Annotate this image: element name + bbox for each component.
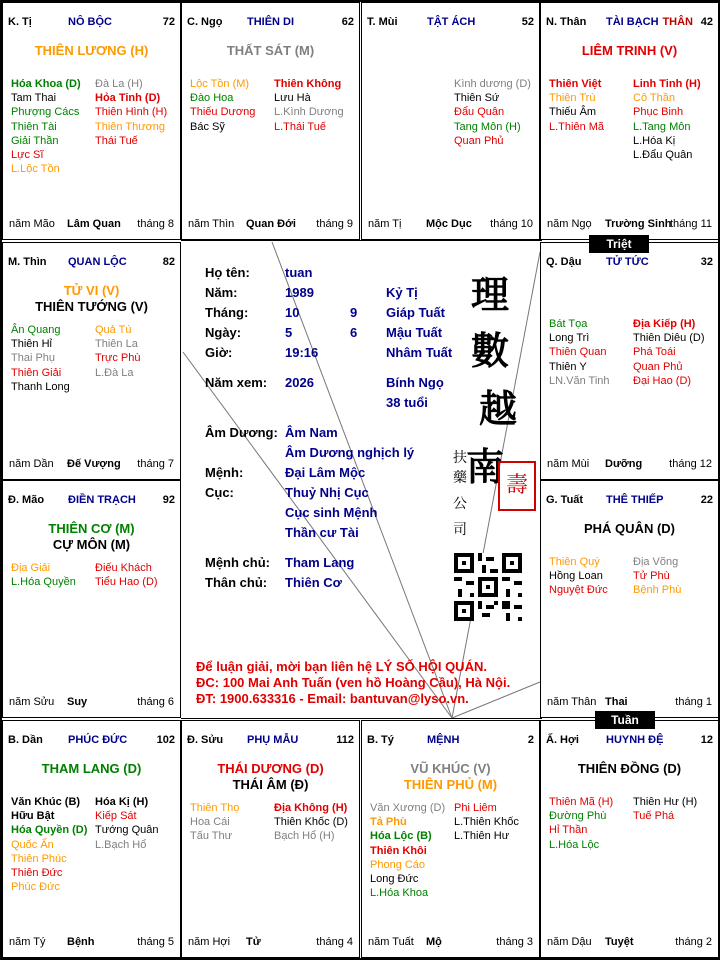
right-star-list [454, 77, 531, 148]
palace-name: PHÚC ĐỨC [68, 734, 128, 746]
main-star: VŨ KHÚC (V) [410, 761, 491, 776]
minor-star: Thiên Giải [11, 366, 62, 379]
minor-star: L.Hóa Kị [633, 134, 676, 147]
minor-star: Quả Tú [95, 324, 132, 336]
left-star-list [11, 795, 87, 894]
palace-month: tháng 1 [675, 696, 712, 708]
palace-name: ĐIỀN TRẠCH [68, 494, 136, 506]
minor-star: Thái Tuế [95, 134, 138, 147]
minor-star: L.Đà La [95, 366, 134, 379]
palace-age: 42 [700, 16, 713, 28]
minor-star: Trực Phù [95, 352, 141, 365]
center-info-panel [181, 240, 542, 719]
minor-star: L.Bạch Hổ [95, 838, 147, 851]
minor-star: Thiên Phúc [11, 852, 67, 865]
minor-star: Phượng Cács [11, 106, 80, 119]
palace-name: THÊ THIẾP [606, 494, 664, 506]
month-can: Giáp Tuất [386, 305, 445, 320]
palace-branch: T. Mùi [367, 16, 398, 28]
palace-branch: G. Tuất [546, 494, 584, 506]
palace-stage: Quan Đới [246, 218, 296, 230]
tuan-badge: Tuần [595, 711, 655, 729]
hour-value: 19:16 [285, 345, 319, 360]
year-value: 1989 [285, 285, 314, 300]
palace-stage: Tuyệt [605, 936, 634, 948]
right-star-list [95, 561, 158, 589]
minor-star: Thiên La [95, 338, 138, 351]
minor-star: Thiên Đức [11, 867, 63, 880]
palace-age: 102 [156, 734, 175, 746]
palace-footer [9, 458, 174, 472]
calligraphy-char-4: 南 [466, 444, 505, 489]
minor-star: Thiếu Âm [549, 106, 597, 119]
palace-stage: Đế Vượng [67, 458, 121, 470]
minor-star: Tướng Quân [95, 824, 159, 837]
palace-ti[interactable] [361, 720, 540, 958]
palace-month: tháng 7 [137, 458, 174, 470]
palace-branch: C. Ngọ [187, 16, 223, 28]
cuc-note-2: Thần cư Tài [285, 525, 359, 540]
minor-star: Nguyệt Đức [549, 584, 608, 597]
minor-star: Địa Không (H) [274, 802, 348, 814]
minor-star: Thiên Hỉ [11, 338, 52, 351]
minor-star: Đà La (H) [95, 78, 143, 90]
minor-star: Thiên Thọ [190, 802, 240, 814]
minor-star: Phúc Đức [11, 881, 60, 894]
palace-year: năm Sửu [9, 696, 55, 708]
calligraphy-char-2: 數 [471, 328, 510, 373]
main-star: THIÊN PHỦ (M) [403, 777, 498, 792]
cuc-value: Thuỷ Nhị Cục [285, 485, 369, 500]
left-star-list [11, 77, 81, 176]
palace-year: năm Hợi [188, 936, 231, 948]
palace-year: năm Thân [547, 696, 597, 708]
cuc-note-1: Cục sinh Mệnh [285, 505, 378, 520]
minor-star: L.Hóa Khoa [370, 887, 429, 900]
palace-footer [188, 218, 353, 232]
palace-stage: Bệnh [67, 936, 95, 948]
cuc-label: Cục: [205, 485, 234, 500]
day-can: Mậu Tuất [386, 325, 443, 340]
palace-month: tháng 12 [669, 458, 712, 470]
palace-footer [9, 218, 174, 232]
palace-age: 82 [162, 256, 175, 268]
minor-star: Tử Phù [633, 570, 670, 583]
palace-header [8, 256, 175, 270]
minor-star: L.Thiên Hư [454, 830, 510, 843]
palace-footer [547, 458, 712, 472]
minor-star: Thiên Không [274, 78, 342, 90]
palace-stage: Mộc Dục [426, 218, 472, 230]
palace-stage: Mộ [426, 936, 442, 948]
year-can: Kỷ Tị [386, 285, 418, 300]
palace-month: tháng 4 [316, 936, 353, 948]
palace-ty[interactable] [2, 2, 181, 240]
palace-name: HUYNH ĐỆ [606, 734, 664, 746]
small-callig-4: 司 [453, 522, 467, 538]
left-star-list [370, 801, 445, 900]
minor-star: Thiên Y [549, 360, 587, 373]
minor-star: L.Hóa Lộc [549, 838, 600, 851]
minor-star: Tam Thai [11, 92, 57, 105]
palace-name: TỬ TỨC [606, 256, 649, 268]
palace-age: 2 [527, 734, 534, 746]
minor-star: Bệnh Phù [633, 584, 682, 597]
minor-star: Kiếp Sát [95, 810, 137, 823]
hour-label: Giờ: [205, 345, 233, 360]
palace-year: năm Mão [9, 218, 55, 230]
palace-month: tháng 9 [316, 218, 353, 230]
contact-line-1: Để luận giải, mời bạn liên hệ LÝ SỐ HỘI QUÁN. [196, 659, 487, 674]
minor-star: Ân Quang [11, 324, 61, 336]
main-star: THIÊN ĐỒNG (D) [577, 761, 682, 776]
minor-star: L.Thái Tuế [274, 120, 326, 133]
minor-star: Kình dương (D) [454, 78, 531, 90]
palace-branch: Ấ. Hợi [546, 734, 579, 746]
minor-star: Bạch Hổ (H) [274, 830, 335, 843]
minor-star: Long Trì [549, 332, 590, 345]
palace-header [8, 16, 175, 30]
minor-star: Hóa Kị (H) [95, 796, 149, 808]
menh-chu-label: Mệnh chủ: [205, 555, 270, 570]
minor-star: L.Thiên Khốc [454, 816, 519, 829]
day-label: Ngày: [205, 325, 242, 340]
palace-footer [188, 936, 353, 950]
left-star-list [549, 317, 610, 388]
right-star-list [633, 317, 705, 388]
minor-star: Thiên Hình (H) [95, 106, 168, 119]
main-star: THÁI DƯƠNG (D) [217, 761, 324, 776]
than-chu-value: Thiên Cơ [285, 575, 342, 590]
minor-star: Thiên Việt [549, 78, 602, 90]
minor-star: Địa Giải [11, 562, 51, 574]
palace-year: năm Tý [9, 936, 46, 948]
main-star: THIÊN TƯỚNG (V) [35, 299, 148, 314]
palace-header [187, 16, 354, 30]
minor-star: Tang Môn (H) [454, 120, 521, 133]
palace-tuat[interactable] [540, 480, 719, 718]
day-value-lunar: 6 [350, 325, 358, 340]
palace-footer [368, 936, 533, 950]
minor-star: Hữu Bật [11, 810, 55, 823]
palace-name: TẬT ÁCH [427, 16, 476, 28]
palace-stage: Trường Sinh [605, 218, 672, 230]
left-star-list [190, 801, 239, 844]
minor-star: Thiên Khôi [370, 844, 427, 857]
palace-age: 12 [700, 734, 713, 746]
minor-star: L.Kình Dương [274, 106, 344, 119]
right-star-list [274, 77, 344, 134]
palace-ngo[interactable] [181, 2, 360, 240]
main-star: THÁI ÂM (Đ) [232, 777, 309, 792]
minor-star: Tiểu Hao (D) [95, 576, 158, 589]
contact-line-2: ĐC: 100 Mai Anh Tuấn (ven hồ Hoàng Cầu), Hà Nội. [196, 675, 511, 690]
triet-badge: Triệt [589, 235, 649, 253]
minor-star: Thiên Mã (H) [549, 796, 614, 808]
palace-stage: Tử [246, 936, 261, 948]
palace-branch: Đ. Sửu [187, 734, 224, 746]
main-star: LIÊM TRINH (V) [581, 43, 678, 58]
minor-star: L.Thiên Mã [549, 120, 605, 133]
minor-star: Phục Binh [633, 106, 684, 119]
palace-header [546, 16, 713, 30]
minor-star: Lưu Hà [274, 92, 311, 105]
minor-star: Địa Võng [633, 556, 679, 568]
palace-age: 32 [700, 256, 713, 268]
palace-branch: Đ. Mão [8, 494, 45, 506]
minor-star: Thai Phụ [11, 352, 56, 365]
left-star-list [549, 795, 613, 852]
right-star-list [95, 795, 159, 852]
palace-month: tháng 11 [669, 218, 712, 230]
palace-stage: Lâm Quan [67, 218, 121, 230]
minor-star: Văn Khúc (B) [11, 796, 81, 808]
palace-footer [547, 696, 712, 710]
minor-star: Thiên Tài [11, 120, 57, 133]
minor-star: Phong Cáo [370, 858, 426, 871]
main-star: THẤT SÁT (M) [226, 43, 315, 58]
palace-header [8, 734, 175, 748]
palace-year: năm Tuất [368, 936, 414, 948]
palace-month: tháng 8 [137, 218, 174, 230]
right-star-list [95, 77, 167, 148]
palace-name: PHỤ MẪU [247, 734, 299, 746]
palace-year: năm Mùi [547, 458, 590, 470]
than-chu-label: Thân chủ: [205, 575, 268, 590]
minor-star: Cô Thần [633, 92, 675, 105]
minor-star: Tấu Thư [190, 830, 233, 843]
palace-suu[interactable] [181, 720, 360, 958]
palace-mui[interactable] [361, 2, 540, 240]
palace-branch: M. Thìn [8, 256, 47, 268]
palace-name: MỆNH [427, 734, 460, 746]
minor-star: Thiên Diêu (D) [633, 332, 705, 345]
palace-header [546, 734, 713, 748]
minor-star: LN.Văn Tinh [549, 374, 610, 387]
palace-stage: Suy [67, 696, 88, 708]
minor-star: Điếu Khách [95, 562, 152, 574]
minor-star: Đào Hoa [190, 92, 234, 105]
palace-branch: K. Tị [8, 16, 32, 28]
right-star-list [633, 555, 681, 598]
amduong-note: Âm Dương nghịch lý [285, 445, 415, 460]
palace-header [8, 494, 175, 508]
minor-star: Giải Thần [11, 134, 59, 147]
minor-star: Hỉ Thần [549, 824, 588, 837]
palace-name: TÀI BẠCH [606, 16, 659, 28]
palace-age: 92 [162, 494, 175, 506]
name-value: tuan [285, 265, 313, 280]
minor-star: Thiên Trù [549, 92, 596, 105]
minor-star: Hóa Khoa (D) [11, 78, 81, 90]
palace-branch: Q. Dậu [546, 256, 582, 268]
minor-star: L.Đẩu Quân [633, 149, 693, 162]
palace-dau[interactable] [540, 242, 719, 480]
minor-star: L.Lộc Tồn [11, 163, 60, 176]
minor-star: Phá Toái [633, 346, 676, 359]
amduong-value: Âm Nam [285, 425, 338, 440]
main-star: PHÁ QUÂN (D) [584, 521, 675, 536]
palace-footer [368, 218, 533, 232]
minor-star: Hồng Loan [549, 570, 603, 583]
minor-star: Long Đức [370, 873, 419, 886]
minor-star: Đại Hao (D) [633, 374, 692, 387]
palace-month: tháng 10 [490, 218, 533, 230]
palace-year: năm Thìn [188, 218, 235, 230]
calligraphy-char-3: 越 [479, 386, 518, 431]
minor-star: Linh Tinh (H) [633, 78, 701, 90]
year-label: Năm: [205, 285, 238, 300]
view-year-can: Bính Ngọ [386, 375, 444, 390]
palace-age: 52 [521, 16, 534, 28]
palace-header [187, 734, 354, 748]
palace-month: tháng 3 [496, 936, 533, 948]
palace-age: 112 [336, 734, 354, 746]
qr-code-icon[interactable] [454, 553, 522, 621]
palace-stage: Dưỡng [605, 458, 643, 470]
minor-star: Bát Tọa [549, 318, 588, 330]
minor-star: Hỏa Tinh (D) [95, 92, 161, 105]
minor-star: Văn Xương (D) [370, 802, 446, 814]
palace-header [367, 734, 534, 748]
palace-footer [547, 218, 712, 232]
calligraphy-char-1: 理 [471, 272, 510, 317]
palace-month: tháng 5 [137, 936, 174, 948]
main-star: CỰ MÔN (M) [52, 537, 131, 552]
minor-star: Địa Kiếp (H) [633, 318, 696, 330]
minor-star: Thiên Khốc (D) [274, 816, 348, 829]
palace-name: QUAN LỘC [68, 256, 127, 268]
menh-value: Đại Lâm Mộc [285, 465, 366, 480]
month-value: 10 [285, 305, 300, 320]
minor-star: Quan Phủ [454, 134, 504, 147]
palace-branch: B. Dần [8, 734, 43, 746]
minor-star: Lực Sĩ [11, 149, 44, 162]
palace-header [546, 494, 713, 508]
palace-name: THIÊN DI [247, 16, 295, 28]
minor-star: Thiên Thương [95, 120, 166, 133]
palace-year: năm Tị [368, 218, 402, 230]
name-label: Họ tên: [205, 265, 250, 280]
minor-star: Hóa Quyền (D) [11, 824, 88, 837]
contact-info [196, 659, 510, 707]
small-callig-2: 藥 [453, 470, 467, 486]
minor-star: Thiên Sứ [454, 92, 500, 105]
palace-dan[interactable] [2, 720, 181, 958]
palace-mao[interactable] [2, 480, 181, 718]
menh-chu-value: Tham Lang [285, 555, 355, 570]
small-callig-3: 公 [453, 496, 467, 512]
main-star: THIÊN CƠ (M) [48, 521, 135, 536]
left-star-list [11, 561, 76, 589]
left-star-list [549, 77, 604, 134]
main-star: TỬ VI (V) [63, 283, 120, 298]
minor-star: L.Hóa Quyền [11, 576, 76, 589]
minor-star: Thiên Quan [549, 346, 607, 359]
minor-star: Thanh Long [11, 380, 70, 393]
minor-star: Thiên Quý [549, 556, 600, 568]
minor-star: Lộc Tồn (M) [190, 78, 250, 90]
minor-star: Tuế Phá [633, 810, 675, 823]
minor-star: Đường Phù [549, 810, 607, 823]
day-value: 5 [285, 325, 293, 340]
minor-star: Hoa Cái [190, 816, 230, 829]
palace-footer [9, 696, 174, 710]
minor-star: Bác Sỹ [190, 120, 225, 133]
than-marker: THÂN [662, 16, 693, 28]
palace-footer [547, 936, 712, 950]
left-star-list [549, 555, 608, 598]
palace-year: năm Dậu [547, 936, 592, 948]
right-star-list [274, 801, 348, 844]
red-seal-stamp: 壽 [498, 461, 536, 511]
right-star-list [454, 801, 519, 844]
minor-star: Thiên Hư (H) [633, 796, 698, 808]
hour-can: Nhâm Tuất [386, 345, 453, 360]
minor-star: Quan Phủ [633, 360, 683, 373]
palace-hoi[interactable] [540, 720, 719, 958]
palace-thin[interactable] [2, 242, 181, 480]
palace-year: năm Dần [9, 458, 54, 470]
minor-star: Hóa Lộc (B) [370, 830, 432, 843]
minor-star: Đẩu Quân [454, 106, 505, 119]
palace-age: 22 [700, 494, 713, 506]
age-value: 38 tuổi [386, 395, 428, 410]
palace-stage: Thai [605, 696, 628, 708]
right-star-list [95, 323, 140, 380]
right-star-list [633, 77, 701, 162]
contact-line-3[interactable]: ĐT: 1900.633316 - Email: bantuvan@lyso.vn. [196, 691, 469, 706]
minor-star: Phi Liêm [454, 802, 497, 814]
month-label: Tháng: [205, 305, 249, 320]
month-value-lunar: 9 [350, 305, 358, 320]
palace-month: tháng 2 [675, 936, 712, 948]
left-star-list [190, 77, 255, 134]
palace-than[interactable] [540, 2, 719, 240]
palace-header [546, 256, 713, 270]
minor-star: Thiếu Dương [190, 106, 256, 119]
minor-star: Quốc Ấn [11, 838, 54, 851]
palace-branch: N. Thân [546, 16, 587, 28]
palace-age: 62 [341, 16, 354, 28]
view-year-value: 2026 [285, 375, 314, 390]
menh-label: Mệnh: [205, 465, 244, 480]
minor-star: Tả Phù [370, 816, 407, 829]
main-star: THAM LANG (D) [41, 761, 142, 776]
palace-year: năm Ngọ [547, 218, 592, 230]
view-year-label: Năm xem: [205, 375, 268, 390]
left-star-list [11, 323, 70, 394]
minor-star: L.Tang Môn [633, 120, 691, 133]
small-callig-1: 扶 [453, 450, 467, 466]
main-star: THIÊN LƯƠNG (H) [34, 43, 149, 58]
palace-age: 72 [162, 16, 175, 28]
palace-footer [9, 936, 174, 950]
palace-header [367, 16, 534, 30]
amduong-label: Âm Dương: [205, 425, 278, 440]
palace-name: NÔ BỘC [68, 16, 112, 28]
palace-month: tháng 6 [137, 696, 174, 708]
palace-branch: B. Tý [367, 734, 394, 746]
right-star-list [633, 795, 697, 823]
